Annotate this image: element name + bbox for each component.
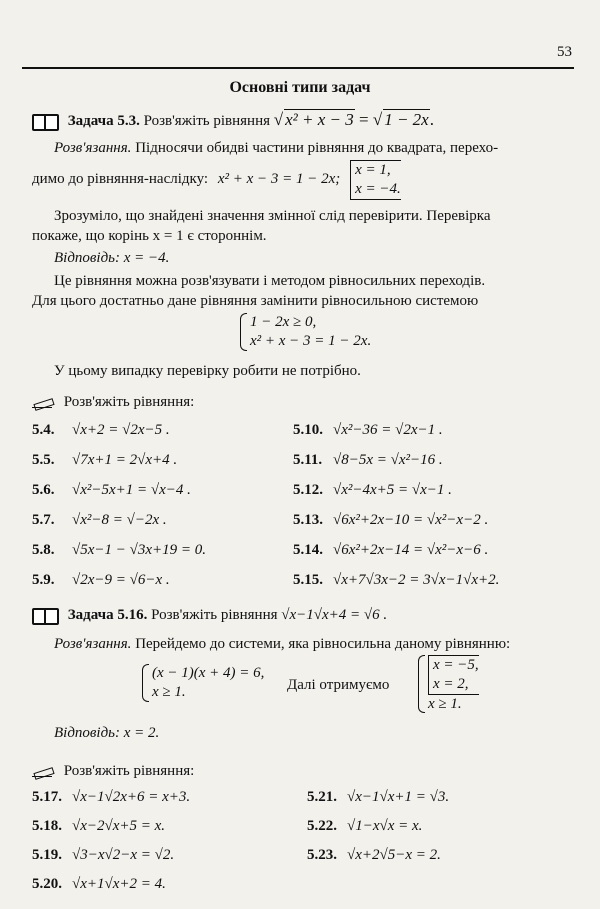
task-5-16-line: Задача 5.16. Розв'яжіть рівняння √x−1√x+4 = √6 . (32, 607, 387, 624)
answer-2: Відповідь: x = 2. (54, 725, 160, 741)
task-5-3-eq: √ x² + x − 3 = √ 1 − 2x. (273, 110, 434, 129)
exercise-expression: √6x²+2x−10 = √x²−x−2 . (333, 512, 489, 528)
exercise-expression: √x²−5x+1 = √x−4 . (72, 482, 191, 498)
exercise-expression: √8−5x = √x²−16 . (333, 452, 443, 468)
exercise-item (293, 572, 499, 589)
pencil-icon (32, 396, 54, 410)
alt-line-2: Для цього достатньо дане рівняння замінити рівносильною системою (32, 293, 479, 309)
check-line-2: покаже, що корінь x = 1 є стороннім. (32, 228, 267, 244)
exercise-item (293, 542, 488, 559)
exercise-number: 5.18. (32, 818, 62, 834)
exercise-item (293, 482, 452, 499)
exercise-number: 5.11. (293, 452, 323, 468)
exercise-number: 5.21. (307, 789, 337, 805)
exercise-item (307, 789, 449, 806)
exercise-expression: √x+2√5−x = 2. (347, 847, 441, 863)
book-icon (32, 607, 58, 624)
exercise-item (32, 818, 165, 835)
exercise-item (293, 512, 488, 529)
check-line-1: Зрозуміло, що знайдені значення змінної слід перевірити. Перевірка (54, 208, 491, 224)
exercise-number: 5.19. (32, 847, 62, 863)
solution-2-line: Розв'язання. Перейдемо до системи, яка рівносильна даному рівнянню: (54, 636, 511, 652)
exercise-number: 5.9. (32, 572, 55, 588)
exercise-item (32, 422, 170, 439)
exercise-item (307, 818, 422, 835)
exercise-expression: √x+1√x+2 = 4. (72, 876, 166, 892)
exercise-number: 5.8. (32, 542, 55, 558)
exercise-item (32, 542, 206, 559)
solution-line-2: димо до рівняння-наслідку: x² + x − 3 = 1 − 2x; x = 1, x = −4. (32, 160, 401, 200)
note: У цьому випадку перевірку робити не потрібно. (54, 363, 361, 379)
exercise-expression: √x²−4x+5 = √x−1 . (333, 482, 452, 498)
exercise-number: 5.14. (293, 542, 323, 558)
section-heading: Основні типи задач (229, 79, 371, 96)
exercise-number: 5.6. (32, 482, 55, 498)
exercise-number: 5.20. (32, 876, 62, 892)
solution-line-1: Розв'язання. Підносячи обидві частини рівняння до квадрата, перехо- (54, 140, 499, 156)
exercise-expression: √x+7√3x−2 = 3√x−1√x+2. (333, 572, 500, 588)
exercise-expression: √x²−36 = √2x−1 . (333, 422, 443, 438)
pencil-icon (32, 765, 54, 779)
exercise-expression: √x−2√x+5 = x. (72, 818, 166, 834)
exercise-number: 5.10. (293, 422, 323, 438)
exercise-item (32, 452, 177, 469)
answer-1: Відповідь: x = −4. (54, 250, 170, 266)
exercise-item (293, 422, 443, 439)
task-5-3-text: Розв'яжіть рівняння (143, 113, 271, 129)
exercise-expression: √3−x√2−x = √2. (72, 847, 175, 863)
solution-2-result: x = −5, x = 2, x ≥ 1. (418, 655, 479, 713)
exercise-item (32, 847, 174, 864)
exercise-number: 5.5. (32, 452, 55, 468)
exercise-item (32, 876, 166, 893)
exercise-item (32, 789, 190, 806)
exercise-item (32, 482, 191, 499)
exercise-expression: √x−1√x+1 = √3. (347, 789, 450, 805)
task-5-3-line (32, 110, 434, 130)
exercise-expression: √2x−9 = √6−x . (72, 572, 170, 588)
exercise-expression: √5x−1 − √3x+19 = 0. (72, 542, 207, 558)
exercise-header-1: Розв'яжіть рівняння: (32, 394, 194, 411)
exercise-expression: √1−x√x = x. (347, 818, 423, 834)
exercise-number: 5.17. (32, 789, 62, 805)
header-rule (22, 67, 574, 69)
exercise-number: 5.23. (307, 847, 337, 863)
exercise-number: 5.13. (293, 512, 323, 528)
exercise-number: 5.4. (32, 422, 55, 438)
exercise-number: 5.15. (293, 572, 323, 588)
solution-2-mid: Далі отримуємо (287, 677, 390, 693)
page-number: 53 (557, 44, 572, 60)
alt-line-1: Це рівняння можна розв'язувати і методом рівносильних переходів. (54, 273, 486, 289)
exercise-item (32, 512, 167, 529)
exercise-number: 5.12. (293, 482, 323, 498)
exercise-expression: √6x²+2x−14 = √x²−x−6 . (333, 542, 489, 558)
exercise-expression: √x²−8 = √−2x . (72, 512, 167, 528)
exercise-item (293, 452, 443, 469)
solution-system: x = 1, x = −4. (350, 160, 401, 200)
task-5-3-label: Задача 5.3. (67, 113, 140, 129)
solution-2-system: (x − 1)(x + 4) = 6, x ≥ 1. (142, 664, 264, 702)
exercise-number: 5.22. (307, 818, 337, 834)
exercise-item (32, 572, 170, 589)
exercise-expression: √x−1√2x+6 = x+3. (72, 789, 191, 805)
exercise-header-2: Розв'яжіть рівняння: (32, 763, 194, 780)
alt-system: 1 − 2x ≥ 0, x² + x − 3 = 1 − 2x. (240, 313, 371, 351)
exercise-number: 5.7. (32, 512, 55, 528)
exercise-expression: √x+2 = √2x−5 . (72, 422, 170, 438)
exercise-item (307, 847, 441, 864)
exercise-expression: √7x+1 = 2√x+4 . (72, 452, 178, 468)
book-icon (32, 113, 58, 130)
